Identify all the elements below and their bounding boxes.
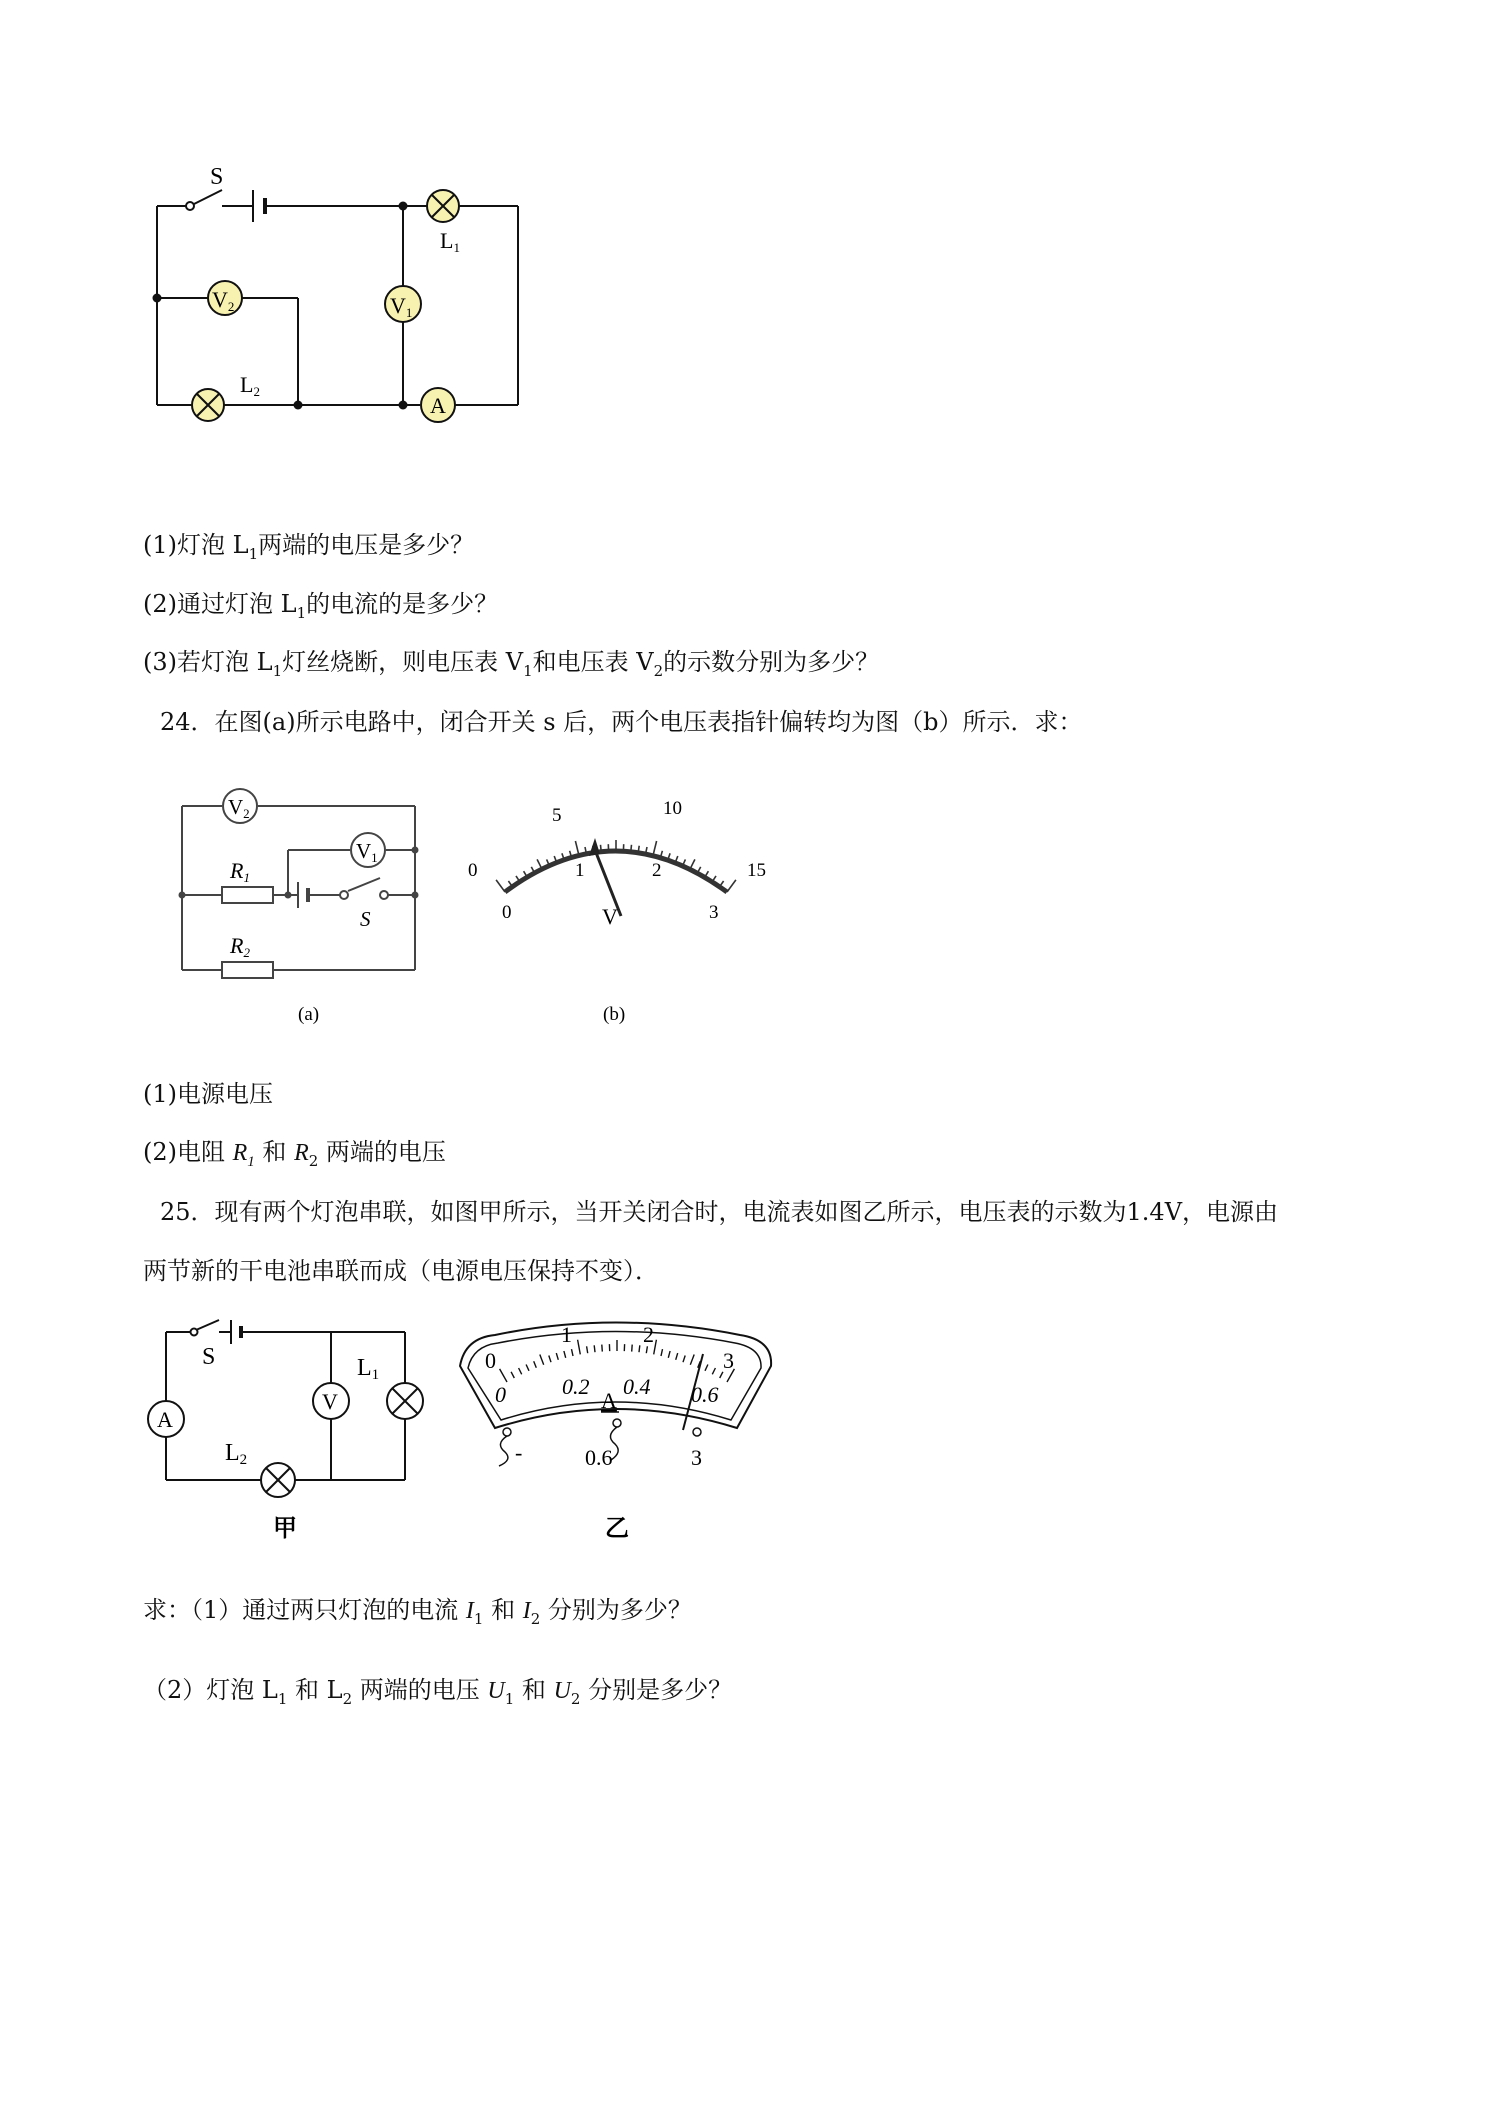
fig-b-caption: (b) xyxy=(603,1004,626,1025)
terminal-negative-icon xyxy=(503,1428,511,1436)
dial-tick xyxy=(639,1345,640,1352)
upper-scale-10: 10 xyxy=(663,798,682,819)
fig-a-switch-label: S xyxy=(360,907,371,931)
dial-tick xyxy=(690,1355,694,1365)
dial-tick xyxy=(653,841,657,856)
jia-caption: 甲 xyxy=(273,1516,297,1542)
dial-tick xyxy=(587,1346,588,1353)
dial-tick xyxy=(712,1368,715,1374)
q24-part-1: (1)电源电压 xyxy=(143,1080,273,1108)
upper-scale-5: 5 xyxy=(552,805,562,826)
lower-scale-0.6: 0.6 xyxy=(691,1382,719,1407)
dial-tick xyxy=(646,1346,647,1353)
switch-label: S xyxy=(210,164,224,190)
q25-stem-line-1: 25．现有两个灯泡串联，如图甲所示，当开关闭合时，电流表如图乙所示，电压表的示数为1.4V，电源由 xyxy=(160,1198,1279,1226)
dial-tick xyxy=(519,1368,522,1374)
dial-tick xyxy=(540,1355,544,1365)
lower-scale-0: 0 xyxy=(502,902,512,923)
dial-tick xyxy=(638,846,639,853)
terminal-0.6-icon xyxy=(613,1419,621,1427)
upper-scale-0: 0 xyxy=(468,860,478,881)
dial-tick xyxy=(632,1345,633,1352)
circuit-figure-1 xyxy=(140,150,540,440)
dial-tick xyxy=(727,880,736,892)
q25-part-1: 求：（1）通过两只灯泡的电流 $I_1$ 和 $I_2$ 分别为多少？ xyxy=(143,1596,692,1628)
fig-a-r2-label: R2 xyxy=(230,933,250,960)
resistor-R2-icon xyxy=(222,962,273,978)
terminal-0.6-label: 0.6 xyxy=(585,1445,613,1470)
lower-scale-0.4: 0.4 xyxy=(623,1374,651,1399)
ammeter-label: A xyxy=(430,393,446,418)
ammeter-dial-figure-yi xyxy=(455,1310,785,1560)
q24-part-2: (2)电阻 $R_1$ 和 $R_2$ 两端的电压 xyxy=(143,1138,446,1170)
q23-part-1: (1)灯泡 $L_1$两端的电压是多少？ xyxy=(143,531,475,563)
dial-tick xyxy=(500,1369,507,1382)
voltmeter-dial-figure-b xyxy=(455,780,795,1030)
lamp-L1-icon xyxy=(387,1383,423,1419)
dial-tick xyxy=(654,1340,657,1355)
upper-scale-15: 15 xyxy=(747,860,766,881)
q24-stem: 24．在图(a)所示电路中，闭合开关 s 后，两个电压表指针偏转均为图（b）所示．求： xyxy=(160,708,1083,736)
dial-tick xyxy=(511,1372,514,1378)
dial-tick xyxy=(564,1351,566,1358)
upper-scale-1: 1 xyxy=(561,1322,572,1347)
dial-tick xyxy=(631,845,632,852)
fig-a-v1-label: V1 xyxy=(356,839,378,865)
unit-label: A xyxy=(601,1388,617,1413)
fig-a-caption: (a) xyxy=(298,1004,320,1025)
q23-part-2: (2)通过灯泡 $L_1$的电流的是多少？ xyxy=(143,590,499,622)
q25-stem-line-2: 两节新的干电池串联而成（电源电压保持不变）． xyxy=(143,1257,659,1285)
lower-scale-3: 3 xyxy=(709,902,719,923)
v2-label: V2 xyxy=(212,287,235,314)
lamp-L1-label: L1 xyxy=(440,228,460,255)
dial-tick xyxy=(549,1356,551,1363)
resistor-R1-icon xyxy=(222,887,273,903)
lower-scale-2: 2 xyxy=(652,860,662,881)
dial-tick xyxy=(601,845,602,852)
dial-tick xyxy=(594,1345,595,1352)
fig-a-v2-label: V2 xyxy=(228,795,250,821)
dial-tick xyxy=(526,1365,529,1371)
jia-lamp-L2-label: L2 xyxy=(225,1440,248,1468)
lamp-L2-icon xyxy=(261,1463,295,1497)
upper-scale-3: 3 xyxy=(723,1348,734,1373)
dial-tick xyxy=(668,1351,670,1358)
dial-tick xyxy=(690,859,695,869)
dial-tick xyxy=(534,1361,537,1368)
lower-scale-1: 1 xyxy=(575,860,585,881)
needle-icon xyxy=(589,838,600,856)
q23-part-3: (3)若灯泡 $L_1$灯丝烧断，则电压表 $V_1$和电压表 $V_2$的示数分别为多少？ xyxy=(143,648,880,680)
v1-label: V1 xyxy=(390,293,413,320)
q25-part-2: （2）灯泡 $L_1$ 和 $L_2$ 两端的电压 $U_1$ 和 $U_2$ 分别是多少？ xyxy=(143,1676,733,1708)
dial-tick xyxy=(705,1365,708,1371)
terminal-negative-label: - xyxy=(515,1440,523,1465)
circuit-figure-a xyxy=(170,780,440,1030)
lamp-L2-label: L2 xyxy=(240,372,260,399)
jia-voltmeter-label: V xyxy=(322,1389,338,1414)
lower-scale-0.2: 0.2 xyxy=(562,1374,590,1399)
jia-lamp-L1-label: L1 xyxy=(357,1355,380,1383)
unit-label: V xyxy=(602,904,618,929)
circuit-figure-jia xyxy=(135,1310,445,1550)
lamp-L1-icon xyxy=(427,190,459,222)
lamp-L2-icon xyxy=(192,389,224,421)
fig-a-r1-label: R1 xyxy=(230,858,250,885)
dial-tick xyxy=(572,1349,574,1356)
jia-ammeter-label: A xyxy=(157,1407,173,1432)
dial-tick xyxy=(683,1356,685,1363)
yi-caption: 乙 xyxy=(605,1516,629,1542)
terminal-3-icon xyxy=(693,1428,701,1436)
upper-scale-2: 2 xyxy=(643,1322,654,1347)
dial-tick xyxy=(556,1353,558,1360)
lower-scale-0: 0 xyxy=(495,1382,506,1407)
dial-tick xyxy=(578,1340,581,1355)
terminal-3-label: 3 xyxy=(691,1445,702,1470)
dial-tick xyxy=(496,880,505,892)
jia-switch-label: S xyxy=(202,1344,216,1370)
dial-tick xyxy=(661,1349,663,1356)
dial-tick xyxy=(676,1353,678,1360)
upper-scale-0: 0 xyxy=(485,1348,496,1373)
dial-tick xyxy=(602,1345,603,1352)
